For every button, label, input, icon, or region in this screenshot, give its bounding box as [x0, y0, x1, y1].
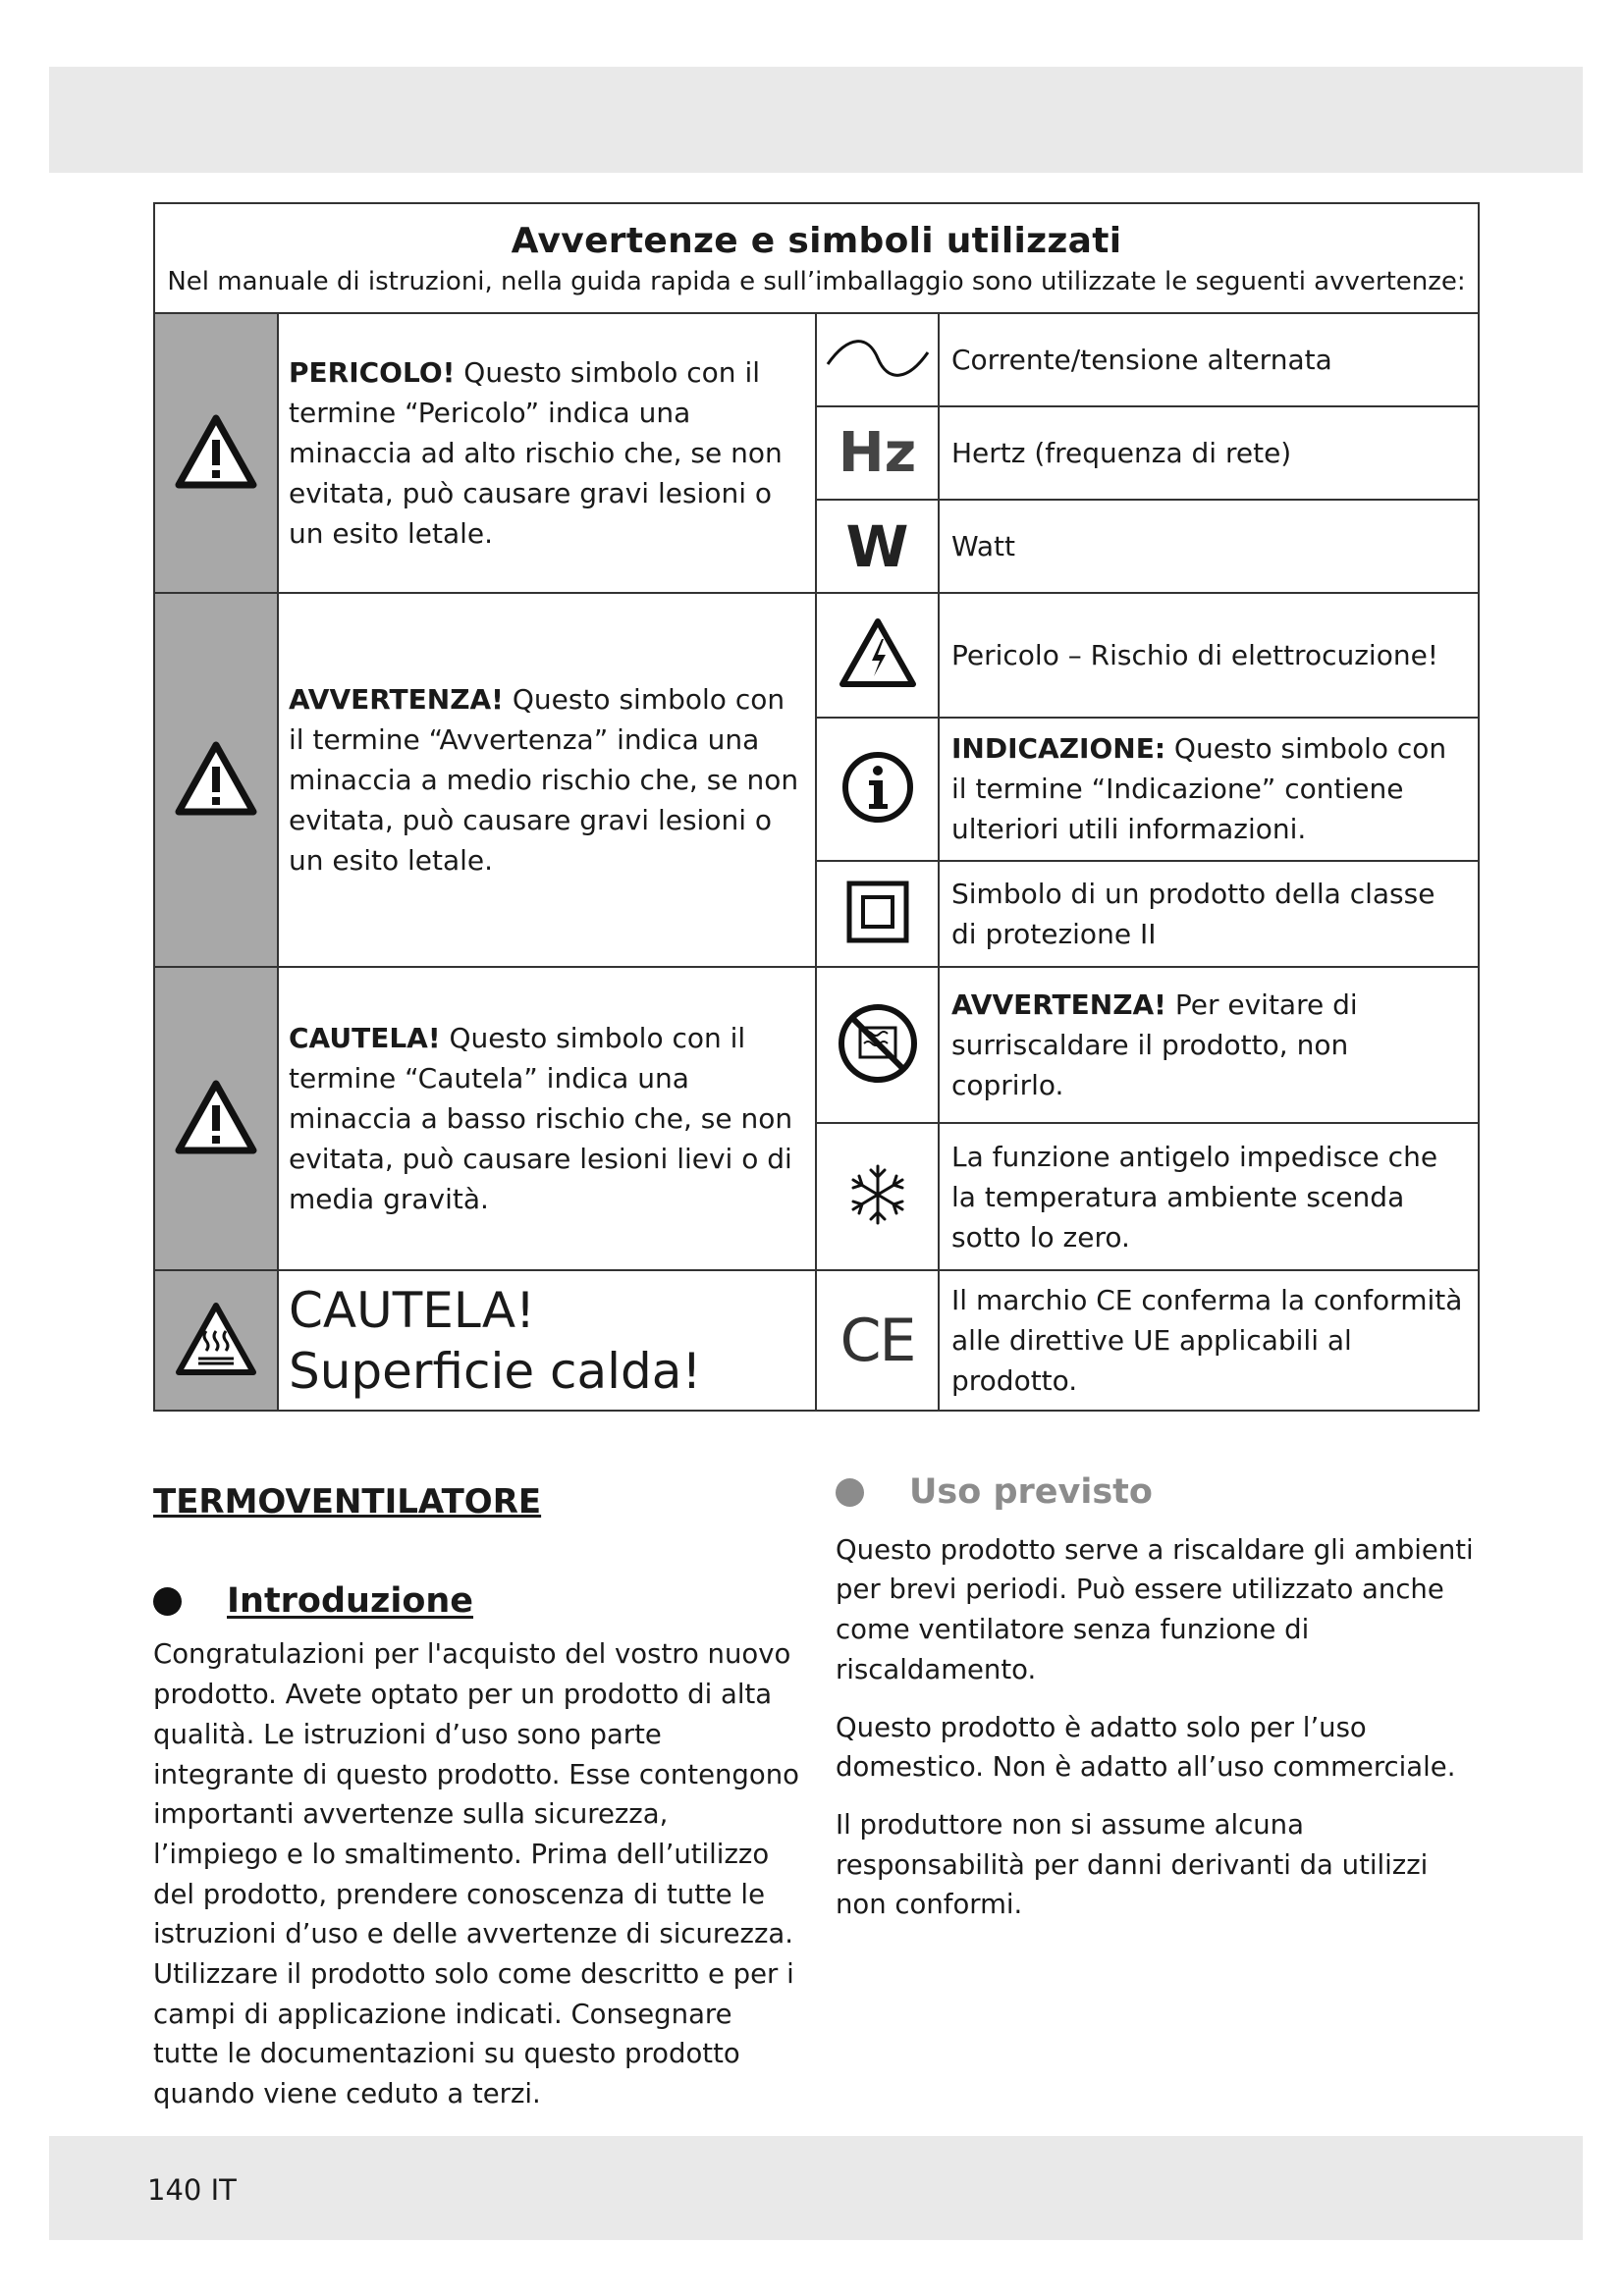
ce-description: Il marchio CE conferma la conformità alle direttive UE applicabili al prodotto.	[939, 1270, 1479, 1411]
right-column	[836, 1472, 1484, 1943]
intended-use-paragraph-2: Questo prodotto è adatto solo per l’uso domestico. Non è adatto all’uso commerciale.	[836, 1711, 1456, 1784]
intro-heading	[153, 1581, 801, 1622]
ac-description: Corrente/tensione alternata	[939, 313, 1479, 405]
danger-description: PERICOLO! Questo simbolo con il termine “Pericolo” indica una minaccia ad alto rischio che, se non evitata, può causare gravi lesioni o un esito letale.	[278, 313, 816, 593]
class-ii-description: Simbolo di un prodotto della classe di protezione II	[939, 861, 1479, 967]
warning-triangle-icon	[154, 313, 278, 593]
watt-icon: W	[816, 500, 939, 593]
electric-shock-description: Pericolo – Rischio di elettrocuzione!	[939, 593, 1479, 717]
intended-use-paragraph-1: Questo prodotto serve a riscaldare gli ambienti per brevi periodi. Può essere utilizzato anche come ventilatore senza funzione di riscaldamento.	[836, 1533, 1474, 1685]
alternating-current-icon	[816, 313, 939, 405]
table-title: Avvertenze e simboli utilizzati	[511, 220, 1122, 261]
hot-surface-icon	[154, 1270, 278, 1411]
table-subtitle: Nel manuale di istruzioni, nella guida rapida e sull’imballaggio sono utilizzate le seguenti avvertenze:	[167, 266, 1466, 296]
hot-surface-description: CAUTELA! Superficie calda!	[278, 1270, 816, 1411]
electric-shock-icon	[816, 593, 939, 717]
header-band	[49, 67, 1583, 173]
intended-use-heading	[836, 1472, 1484, 1513]
page-number: 140 IT	[147, 2173, 237, 2207]
intended-use-paragraph-3: Il produttore non si assume alcuna responsabilità per danni derivanti da utilizzi non conformi.	[836, 1808, 1429, 1921]
snowflake-icon	[816, 1123, 939, 1270]
do-not-cover-description: AVVERTENZA! Per evitare di surriscaldare il prodotto, non coprirlo.	[939, 967, 1479, 1123]
warning-triangle-icon	[154, 593, 278, 967]
info-description: INDICAZIONE: Questo simbolo con il termine “Indicazione” contiene ulteriori utili informazioni.	[939, 718, 1479, 861]
warning-description: AVVERTENZA! Questo simbolo con il termine “Avvertenza” indica una minaccia a medio rischio che, se non evitata, può causare gravi lesioni o un esito letale.	[278, 593, 816, 967]
left-column	[153, 1472, 801, 2132]
main-heading: TERMOVENTILATORE	[153, 1482, 542, 1522]
bullet-icon	[836, 1478, 864, 1507]
footer-band	[49, 2136, 1583, 2240]
intro-heading-text: Introduzione	[227, 1580, 474, 1621]
table-header	[154, 203, 1479, 313]
warning-triangle-icon	[154, 967, 278, 1270]
do-not-cover-icon	[816, 967, 939, 1123]
ce-mark-icon: CE	[816, 1270, 939, 1411]
intro-paragraph: Congratulazioni per l'acquisto del vostro nuovo prodotto. Avete optato per un prodotto di alta qualità. Le istruzioni d’uso sono parte integrante di questo prodotto. Esse contengono importanti avvertenze sulla sicurezza, l’impiego e lo smaltimento. Prima dell’utilizzo del prodotto, prendere conoscenza di tutte le istruzioni d’uso e delle avvertenze di sicurezza. Utilizzare il prodotto solo come descritto e per i campi di applicazione indicati. Consegnare tutte le documentazioni su questo prodotto quando viene ceduto a terzi.	[153, 1638, 799, 2110]
class-ii-icon	[816, 861, 939, 967]
hz-description: Hertz (frequenza di rete)	[939, 406, 1479, 500]
intended-use-heading-text: Uso previsto	[909, 1472, 1153, 1512]
info-icon	[816, 718, 939, 861]
watt-description: Watt	[939, 500, 1479, 593]
hz-icon: Hz	[816, 406, 939, 500]
caution-description: CAUTELA! Questo simbolo con il termine “Cautela” indica una minaccia a basso rischio che, se non evitata, può causare lesioni lievi o di media gravità.	[278, 967, 816, 1270]
symbols-table	[153, 202, 1480, 1412]
antifreeze-description: La funzione antigelo impedisce che la temperatura ambiente scenda sotto lo zero.	[939, 1123, 1479, 1270]
bullet-icon	[153, 1587, 182, 1616]
